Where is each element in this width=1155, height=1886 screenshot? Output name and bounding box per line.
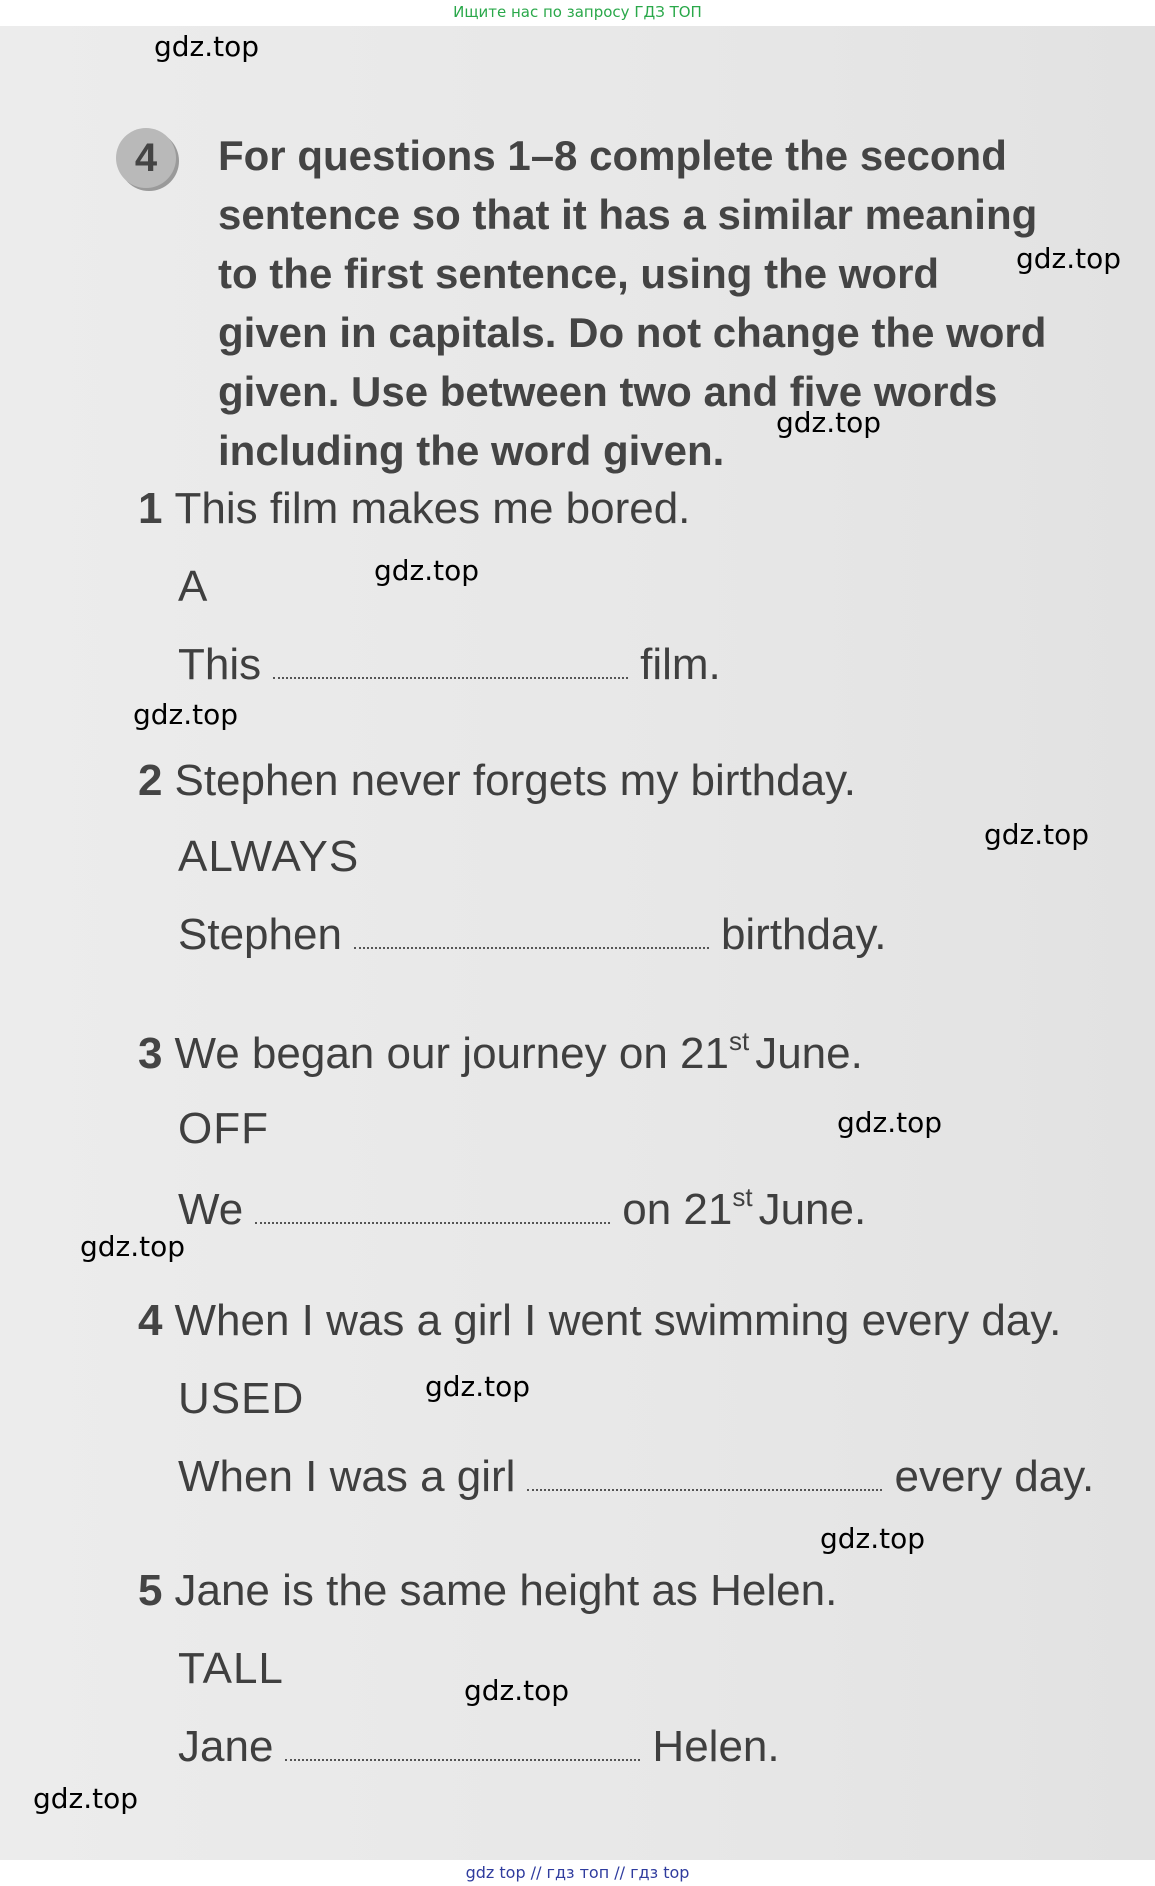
ordinal-suffix: st bbox=[728, 1026, 750, 1056]
original-sentence: This film makes me bored. bbox=[174, 484, 691, 533]
rewrite-end: every day. bbox=[894, 1452, 1095, 1501]
rewrite-start: Jane bbox=[178, 1722, 274, 1771]
question-4-rewrite bbox=[178, 1452, 1094, 1502]
question-1-rewrite bbox=[178, 640, 721, 690]
question-2-keyword: ALWAYS bbox=[178, 832, 360, 881]
question-number: 3 bbox=[138, 1029, 163, 1078]
answer-blank[interactable] bbox=[255, 1222, 610, 1224]
question-4-keyword: USED bbox=[178, 1374, 305, 1423]
question-3-keyword: OFF bbox=[178, 1104, 269, 1153]
watermark: gdz.top bbox=[133, 698, 239, 731]
answer-blank[interactable] bbox=[273, 677, 628, 679]
question-1-keyword: A bbox=[178, 562, 209, 611]
watermark: gdz.top bbox=[984, 818, 1090, 851]
original-sentence: Stephen never forgets my birthday. bbox=[174, 756, 857, 805]
original-sentence: Jane is the same height as Helen. bbox=[174, 1566, 838, 1615]
textbook-page bbox=[0, 26, 1155, 1860]
rewrite-end: birthday. bbox=[720, 910, 887, 959]
question-5-sentence bbox=[138, 1566, 837, 1616]
exercise-number-badge: 4 bbox=[116, 128, 176, 188]
question-1-sentence bbox=[138, 484, 690, 534]
watermark: gdz.top bbox=[837, 1106, 943, 1139]
question-5-keyword: TALL bbox=[178, 1644, 284, 1693]
watermark: gdz.top bbox=[33, 1782, 139, 1815]
watermark: gdz.top bbox=[154, 30, 260, 63]
rewrite-start: We bbox=[178, 1185, 244, 1234]
ordinal-suffix: st bbox=[732, 1182, 753, 1212]
watermark: gdz.top bbox=[80, 1230, 186, 1263]
question-number: 2 bbox=[138, 756, 163, 805]
rewrite-end: on 21 bbox=[622, 1185, 733, 1234]
answer-blank[interactable] bbox=[354, 947, 709, 949]
original-sentence-end: June. bbox=[755, 1029, 863, 1078]
original-sentence: We began our journey on 21 bbox=[174, 1029, 729, 1078]
watermark: gdz.top bbox=[820, 1522, 926, 1555]
question-3-sentence bbox=[138, 1026, 863, 1079]
answer-blank[interactable] bbox=[285, 1759, 640, 1761]
rewrite-end: film. bbox=[640, 640, 721, 689]
rewrite-end-month: June. bbox=[758, 1185, 867, 1234]
original-sentence: When I was a girl I went swimming every day. bbox=[174, 1296, 1062, 1345]
watermark: gdz.top bbox=[464, 1674, 570, 1707]
instruction-line: For questions 1–8 complete the second bbox=[218, 132, 1007, 179]
question-number: 1 bbox=[138, 484, 163, 533]
answer-blank[interactable] bbox=[527, 1489, 882, 1491]
rewrite-start: When I was a girl bbox=[178, 1452, 516, 1501]
rewrite-end: Helen. bbox=[652, 1722, 780, 1771]
question-number: 5 bbox=[138, 1566, 163, 1615]
question-5-rewrite bbox=[178, 1722, 780, 1772]
rewrite-start: Stephen bbox=[178, 910, 342, 959]
top-banner[interactable]: Ищите нас по запросу ГДЗ ТОП bbox=[0, 0, 1155, 26]
instruction-line: including the word given. bbox=[218, 427, 725, 474]
question-2-sentence bbox=[138, 756, 856, 806]
instruction-line: given. Use between two and five words bbox=[218, 368, 998, 415]
watermark: gdz.top bbox=[776, 406, 882, 439]
watermark: gdz.top bbox=[374, 554, 480, 587]
exercise-instructions bbox=[218, 126, 1148, 480]
question-number: 4 bbox=[138, 1296, 163, 1345]
watermark: gdz.top bbox=[1016, 242, 1122, 275]
question-3-rewrite bbox=[178, 1182, 866, 1235]
question-2-rewrite bbox=[178, 910, 886, 960]
rewrite-start: This bbox=[178, 640, 262, 689]
instruction-line: sentence so that it has a similar meaning bbox=[218, 191, 1038, 238]
watermark: gdz.top bbox=[425, 1370, 531, 1403]
question-4-sentence bbox=[138, 1296, 1061, 1346]
instruction-line: given in capitals. Do not change the word bbox=[218, 309, 1047, 356]
footer-links[interactable]: gdz top // гдз топ // гдз top bbox=[0, 1860, 1155, 1886]
instruction-line: to the first sentence, using the word bbox=[218, 250, 940, 297]
